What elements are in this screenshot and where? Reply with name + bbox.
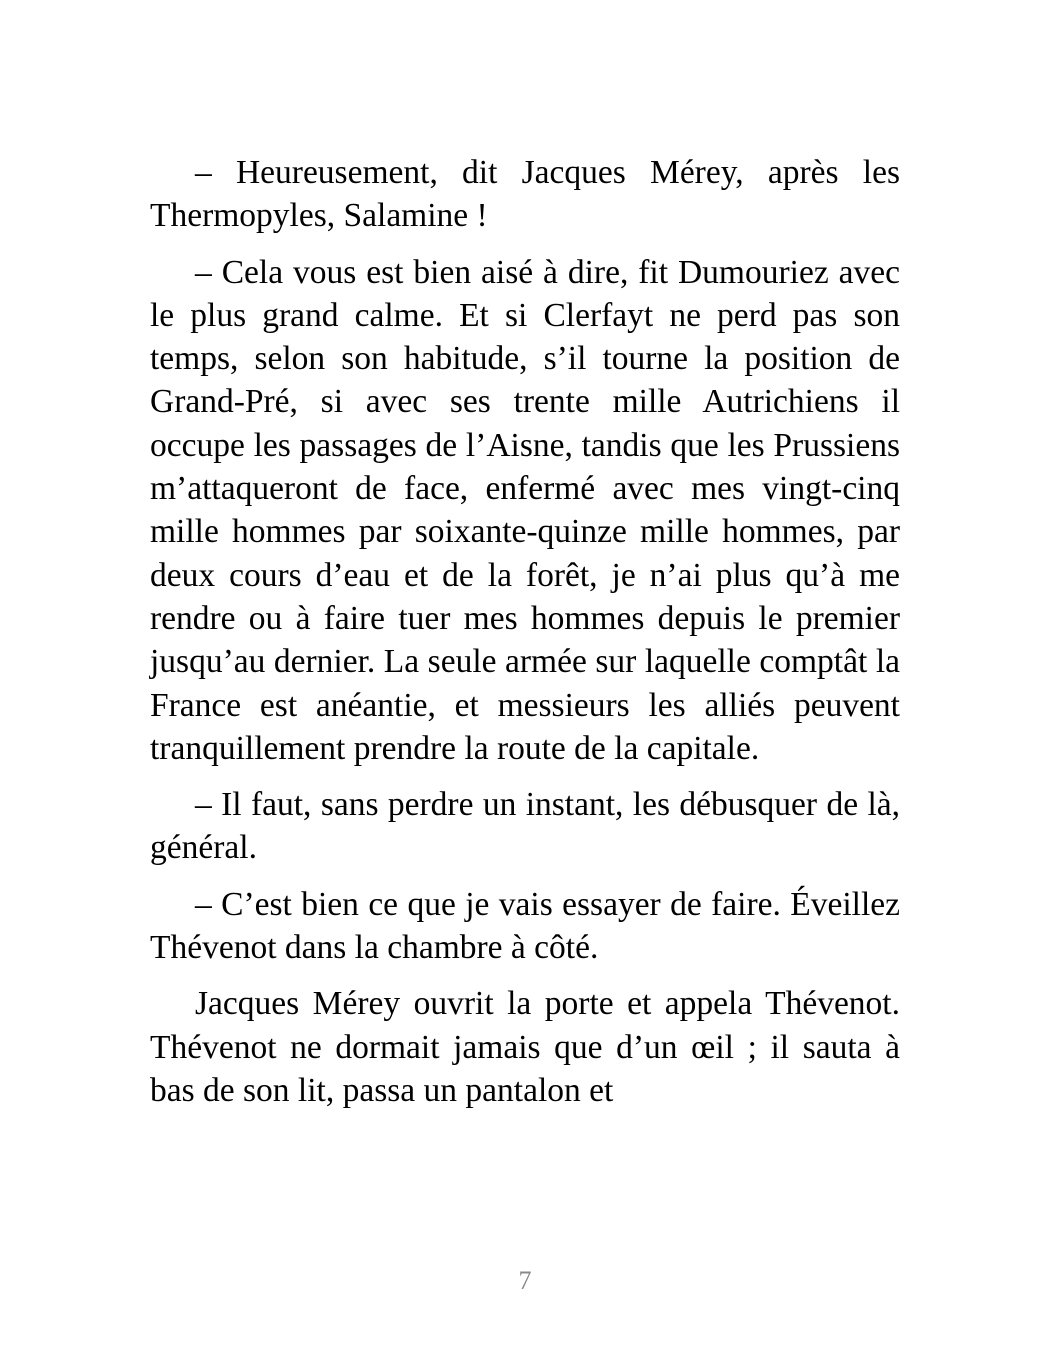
paragraph: – Il faut, sans perdre un instant, les débusquer de là, général. [150,786,900,867]
page-body [150,151,900,1125]
paragraph: – C’est bien ce que je vais essayer de faire. Éveillez Thévenot dans la chambre à côté. [150,885,900,967]
paragraph: – Cela vous est bien aisé à dire, fit Dumouriez avec le plus grand calme. Et si Clerfayt ne perd pas son temps, selon son habitude, s’il tourne la position de Grand-Pré, si avec ses trente mille Autrichiens il occupe les passages de l’Aisne, tandis que les Prussiens m’attaqueront de face, enfermé avec mes vingt-cinq mille hommes par soixante-quinze mille hommes, par deux cours d’eau et de la forêt, je n’ai plus qu’à me rendre ou à faire tuer mes hommes depuis le premier jusqu’au dernier. La seule armée sur laquelle comptât la France est anéantie, et messieurs les alliés peuvent tranquillement prendre la route de la capitale. [150,253,900,767]
paragraph: Jacques Mérey ouvrit la porte et appela Thévenot. Thévenot ne dormait jamais que d’un œil ; il sauta à bas de son lit, passa un pantalon et [150,985,900,1109]
paragraph: – Heureusement, dit Jacques Mérey, après les Thermopyles, Salamine ! [150,154,900,235]
page-number: 7 [518,1266,532,1295]
